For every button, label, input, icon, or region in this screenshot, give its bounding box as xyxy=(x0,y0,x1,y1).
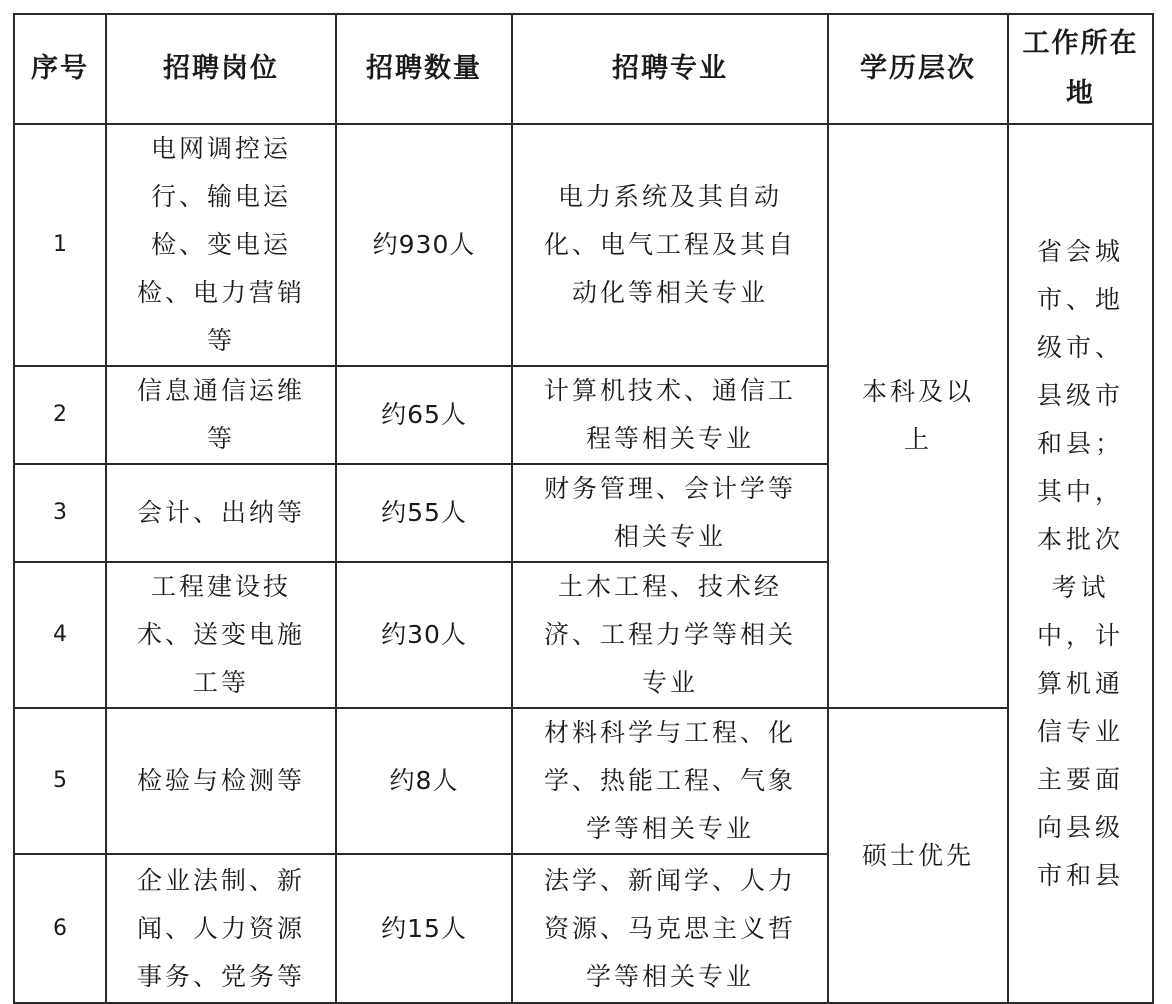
table-row xyxy=(14,708,1153,854)
row-major: 法学、新闻学、人力资源、马克思主义哲学等相关专业 xyxy=(512,854,828,1003)
row-major: 电力系统及其自动化、电气工程及其自动化等相关专业 xyxy=(512,124,828,366)
row-position: 电网调控运行、输电运检、变电运检、电力营销等 xyxy=(106,124,336,366)
header-major: 招聘专业 xyxy=(512,14,828,124)
row-major: 财务管理、会计学等相关专业 xyxy=(512,464,828,562)
row-major: 土木工程、技术经济、工程力学等相关专业 xyxy=(512,562,828,708)
header-location: 工作所在地 xyxy=(1008,14,1153,124)
row-count: 约15人 xyxy=(336,854,512,1003)
row-position: 工程建设技术、送变电施工等 xyxy=(106,562,336,708)
row-seq: 2 xyxy=(14,366,106,464)
header-count: 招聘数量 xyxy=(336,14,512,124)
table-row xyxy=(14,124,1153,366)
header-position: 招聘岗位 xyxy=(106,14,336,124)
row-count: 约8人 xyxy=(336,708,512,854)
recruitment-table xyxy=(13,13,1154,1004)
row-count: 约55人 xyxy=(336,464,512,562)
header-seq: 序号 xyxy=(14,14,106,124)
location-note: 省会城市、地级市、县级市和县；其中，本批次考试中，计算机通信专业主要面向县级市和县 xyxy=(1008,124,1153,1003)
row-count: 约930人 xyxy=(336,124,512,366)
row-seq: 3 xyxy=(14,464,106,562)
education-master: 硕士优先 xyxy=(828,708,1008,1003)
row-seq: 6 xyxy=(14,854,106,1003)
row-major: 材料科学与工程、化学、热能工程、气象学等相关专业 xyxy=(512,708,828,854)
row-seq: 1 xyxy=(14,124,106,366)
row-count: 约65人 xyxy=(336,366,512,464)
row-position: 企业法制、新闻、人力资源事务、党务等 xyxy=(106,854,336,1003)
row-seq: 4 xyxy=(14,562,106,708)
row-major: 计算机技术、通信工程等相关专业 xyxy=(512,366,828,464)
row-position: 信息通信运维等 xyxy=(106,366,336,464)
header-education: 学历层次 xyxy=(828,14,1008,124)
row-position: 会计、出纳等 xyxy=(106,464,336,562)
row-seq: 5 xyxy=(14,708,106,854)
education-bachelor: 本科及以上 xyxy=(828,124,1008,708)
header-row xyxy=(14,14,1153,124)
row-position: 检验与检测等 xyxy=(106,708,336,854)
row-count: 约30人 xyxy=(336,562,512,708)
